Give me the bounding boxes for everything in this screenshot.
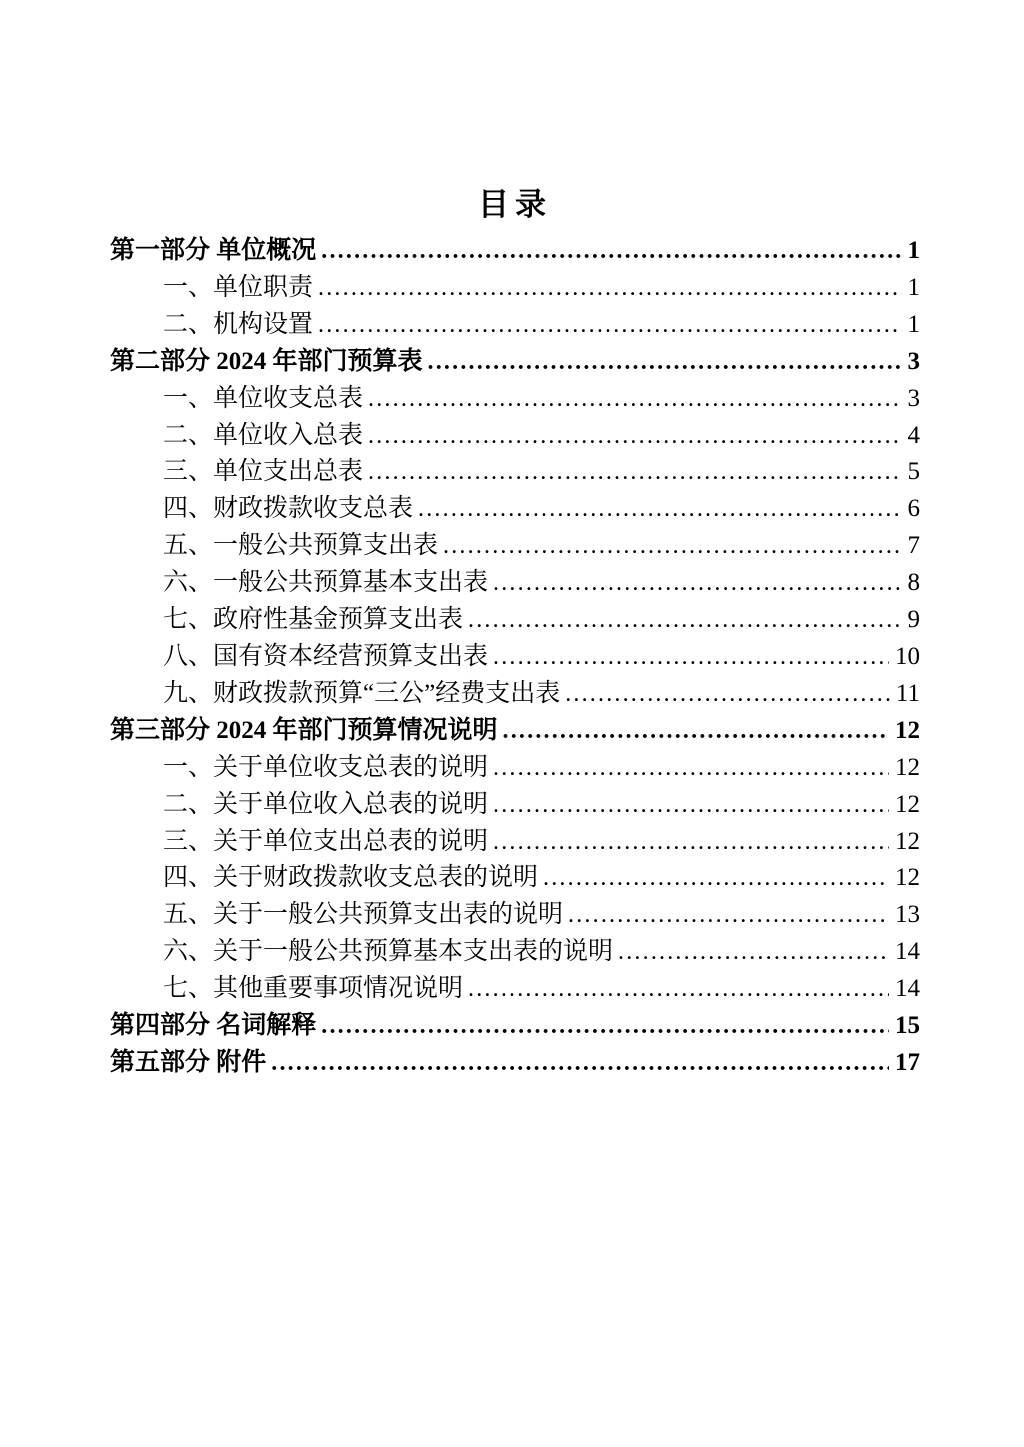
toc-entry-label: 四、财政拨款收支总表 [163, 495, 414, 523]
toc-dot-leader [565, 676, 890, 713]
toc-entry-page-number: 8 [907, 569, 920, 597]
toc-entry-page-number: 14 [895, 938, 920, 966]
toc-entry [110, 491, 920, 528]
toc-entry-label: 一、单位收支总表 [163, 384, 364, 412]
toc-entry-label: 八、国有资本经营预算支出表 [163, 642, 489, 670]
toc-dot-leader [321, 1008, 889, 1045]
toc-entry-page-number: 17 [895, 1048, 920, 1076]
toc-dot-leader [493, 787, 889, 824]
toc-dot-leader [503, 713, 889, 750]
toc-entry-page-number: 5 [907, 458, 920, 486]
toc-entry-page-number: 1 [907, 273, 920, 301]
toc-entry-label: 五、一般公共预算支出表 [163, 532, 439, 560]
toc-entry-page-number: 1 [907, 310, 920, 338]
toc-entry-label: 三、单位支出总表 [163, 458, 364, 486]
toc-entry-page-number: 12 [895, 827, 920, 855]
toc-entry [110, 1045, 920, 1082]
toc-dot-leader [493, 750, 889, 787]
toc-dot-leader [321, 233, 901, 270]
toc-dot-leader [493, 824, 889, 861]
toc-dot-leader [468, 602, 901, 639]
toc-entry-page-number: 12 [895, 716, 920, 744]
toc-entry-page-number: 3 [907, 347, 920, 375]
toc-entry-page-number: 15 [895, 1012, 920, 1040]
toc-entry-label: 六、一般公共预算基本支出表 [163, 569, 489, 597]
toc-dot-leader [493, 639, 889, 676]
toc-entry-label: 第四部分 名词解释 [110, 1012, 317, 1040]
toc-entry [110, 676, 920, 713]
toc-entry [110, 971, 920, 1008]
toc-entry-label: 二、机构设置 [163, 310, 314, 338]
toc-entry [110, 344, 920, 381]
toc-entry-label: 三、关于单位支出总表的说明 [163, 827, 489, 855]
toc-entry-page-number: 1 [907, 237, 920, 264]
toc-entry-label: 第五部分 附件 [110, 1048, 267, 1076]
toc-entry [110, 233, 920, 270]
toc-entry-label: 第三部分 2024 年部门预算情况说明 [110, 716, 498, 744]
toc-entry-page-number: 4 [907, 421, 920, 449]
toc-entry [110, 602, 920, 639]
toc-entry [110, 750, 920, 787]
toc-entry [110, 1008, 920, 1045]
toc-dot-leader [468, 971, 889, 1008]
toc-entry-label: 四、关于财政拨款收支总表的说明 [163, 864, 539, 892]
toc-dot-leader [271, 1045, 889, 1082]
toc-entry-label: 六、关于一般公共预算基本支出表的说明 [163, 938, 614, 966]
toc-entry-page-number: 14 [895, 975, 920, 1003]
toc-entry-label: 二、关于单位收入总表的说明 [163, 790, 489, 818]
toc-dot-leader [418, 491, 901, 528]
toc-dot-leader [368, 454, 901, 491]
toc-entry-label: 五、关于一般公共预算支出表的说明 [163, 901, 564, 929]
toc-entry [110, 787, 920, 824]
toc-entry-label: 二、单位收入总表 [163, 421, 364, 449]
toc-entry-page-number: 9 [907, 606, 920, 634]
toc-entry-page-number: 6 [907, 495, 920, 523]
toc-dot-leader [543, 860, 889, 897]
toc-entry-label: 七、政府性基金预算支出表 [163, 606, 464, 634]
toc-entry-label: 九、财政拨款预算“三公”经费支出表 [163, 679, 561, 707]
toc-entry-page-number: 12 [895, 864, 920, 892]
toc-dot-leader [368, 381, 901, 418]
toc-entry-label: 第一部分 单位概况 [110, 237, 317, 264]
toc-entry-page-number: 13 [895, 901, 920, 929]
toc-entry [110, 528, 920, 565]
toc-entry [110, 270, 920, 307]
toc-list [110, 233, 920, 1082]
toc-entry-page-number: 11 [895, 679, 920, 707]
toc-entry [110, 639, 920, 676]
toc-entry [110, 860, 920, 897]
toc-entry [110, 934, 920, 971]
toc-entry-page-number: 12 [895, 790, 920, 818]
toc-dot-leader [428, 344, 902, 381]
toc-entry-page-number: 12 [895, 753, 920, 781]
toc-entry [110, 454, 920, 491]
toc-entry [110, 713, 920, 750]
toc-title: 目录 [478, 187, 552, 222]
toc-dot-leader [443, 528, 901, 565]
toc-entry [110, 824, 920, 861]
toc-entry-page-number: 3 [907, 384, 920, 412]
toc-entry-label: 一、关于单位收支总表的说明 [163, 753, 489, 781]
toc-entry [110, 381, 920, 418]
toc-dot-leader [368, 418, 901, 455]
toc-entry-page-number: 7 [907, 532, 920, 560]
toc-entry-label: 第二部分 2024 年部门预算表 [110, 347, 423, 375]
toc-entry [110, 418, 920, 455]
toc-entry [110, 897, 920, 934]
toc-entry-label: 一、单位职责 [163, 273, 314, 301]
toc-dot-leader [493, 565, 901, 602]
toc-dot-leader [318, 307, 901, 344]
toc-entry-page-number: 10 [895, 642, 920, 670]
toc-dot-leader [568, 897, 889, 934]
toc-dot-leader [318, 270, 901, 307]
toc-entry [110, 307, 920, 344]
toc-entry-label: 七、其他重要事项情况说明 [163, 975, 464, 1003]
toc-entry [110, 565, 920, 602]
toc-dot-leader [618, 934, 889, 971]
